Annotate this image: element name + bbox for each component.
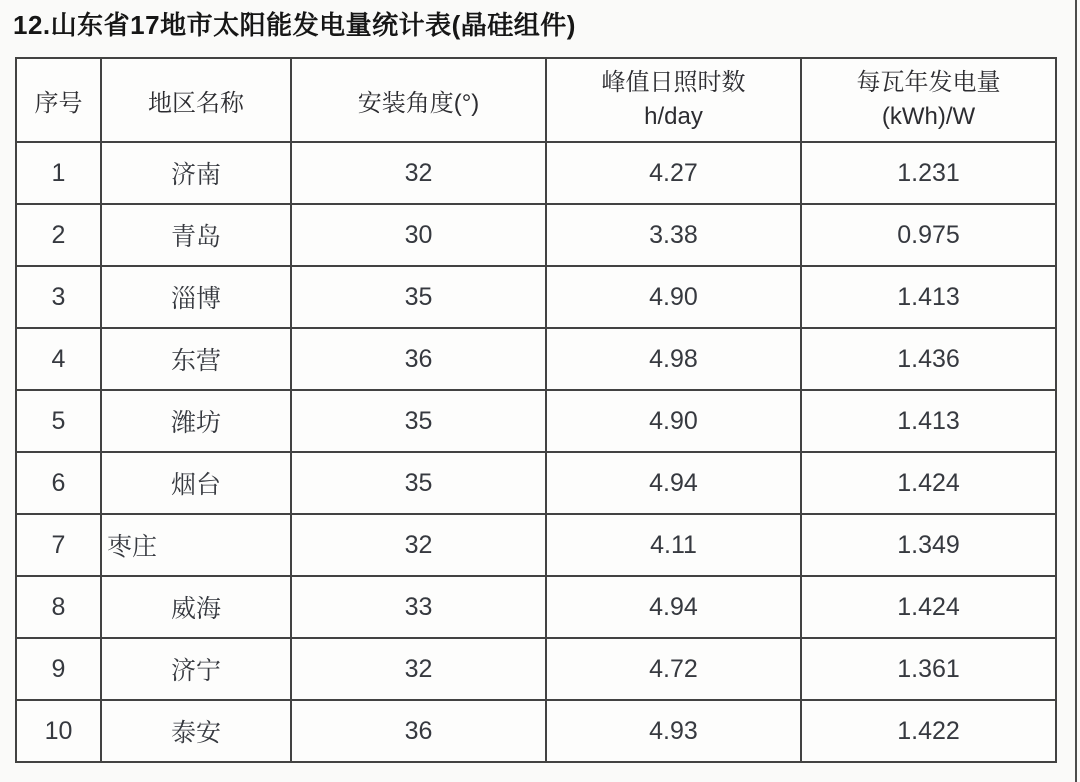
cell-kwh: 1.349 (801, 514, 1056, 576)
col-header-kwh-unit: (kWh)/W (881, 103, 976, 130)
table-row (16, 700, 1056, 762)
page-edge-rule (1075, 0, 1077, 782)
cell-index: 7 (16, 514, 101, 576)
cell-angle: 32 (291, 638, 546, 700)
cell-index: 5 (16, 390, 101, 452)
cell-angle: 36 (291, 700, 546, 762)
cell-index: 10 (16, 700, 101, 762)
cell-region: 威海 (101, 576, 291, 638)
cell-kwh: 0.975 (801, 204, 1056, 266)
table-row (16, 638, 1056, 700)
cell-hours: 4.98 (546, 328, 801, 390)
cell-index: 2 (16, 204, 101, 266)
table-row (16, 514, 1056, 576)
col-header-region: 地区名称 (101, 58, 291, 142)
table-row (16, 452, 1056, 514)
cell-kwh: 1.413 (801, 390, 1056, 452)
cell-angle: 35 (291, 390, 546, 452)
table-row (16, 390, 1056, 452)
cell-hours: 4.72 (546, 638, 801, 700)
table-row (16, 328, 1056, 390)
cell-kwh: 1.424 (801, 452, 1056, 514)
cell-kwh: 1.422 (801, 700, 1056, 762)
cell-angle: 35 (291, 452, 546, 514)
cell-kwh: 1.361 (801, 638, 1056, 700)
cell-kwh: 1.424 (801, 576, 1056, 638)
cell-region: 东营 (101, 328, 291, 390)
col-header-hours-unit: h/day (644, 103, 703, 130)
table-row (16, 266, 1056, 328)
col-header-kwh-label: 每瓦年发电量 (856, 69, 1001, 96)
cell-hours: 4.27 (546, 142, 801, 204)
cell-region: 潍坊 (101, 390, 291, 452)
cell-region: 青岛 (101, 204, 291, 266)
solar-statistics-table (15, 57, 1057, 763)
cell-index: 8 (16, 576, 101, 638)
cell-index: 9 (16, 638, 101, 700)
cell-hours: 4.93 (546, 700, 801, 762)
cell-hours: 4.11 (546, 514, 801, 576)
table-row (16, 142, 1056, 204)
header-row (16, 58, 1056, 142)
cell-region: 济宁 (101, 638, 291, 700)
cell-hours: 4.94 (546, 452, 801, 514)
cell-angle: 32 (291, 514, 546, 576)
cell-index: 1 (16, 142, 101, 204)
cell-hours: 3.38 (546, 204, 801, 266)
cell-index: 4 (16, 328, 101, 390)
cell-hours: 4.90 (546, 266, 801, 328)
cell-kwh: 1.413 (801, 266, 1056, 328)
cell-angle: 32 (291, 142, 546, 204)
col-header-index: 序号 (16, 58, 101, 142)
cell-region: 烟台 (101, 452, 291, 514)
cell-angle: 36 (291, 328, 546, 390)
page-title: 12.山东省17地市太阳能发电量统计表(晶硅组件) (13, 10, 576, 40)
cell-index: 3 (16, 266, 101, 328)
cell-kwh: 1.436 (801, 328, 1056, 390)
cell-region: 泰安 (101, 700, 291, 762)
cell-region: 枣庄 (101, 514, 291, 576)
cell-hours: 4.90 (546, 390, 801, 452)
table-row (16, 204, 1056, 266)
col-header-hours-label: 峰值日照时数 (601, 69, 746, 96)
cell-region: 济南 (101, 142, 291, 204)
col-header-hours (546, 58, 801, 142)
cell-kwh: 1.231 (801, 142, 1056, 204)
col-header-kwh (801, 58, 1056, 142)
cell-angle: 35 (291, 266, 546, 328)
cell-angle: 33 (291, 576, 546, 638)
cell-hours: 4.94 (546, 576, 801, 638)
cell-region: 淄博 (101, 266, 291, 328)
col-header-angle: 安装角度(°) (291, 58, 546, 142)
cell-index: 6 (16, 452, 101, 514)
table-row (16, 576, 1056, 638)
cell-angle: 30 (291, 204, 546, 266)
